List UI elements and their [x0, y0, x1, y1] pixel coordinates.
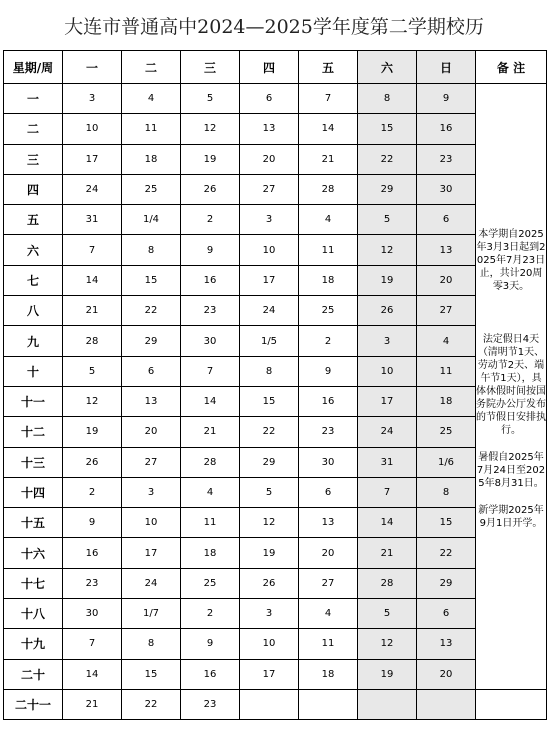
table-row [4, 174, 547, 204]
date-cell: 20 [299, 538, 358, 568]
date-cell: 21 [299, 144, 358, 174]
date-cell: 13 [299, 508, 358, 538]
date-cell: 5 [240, 477, 299, 507]
date-cell: 14 [358, 508, 417, 538]
date-cell: 8 [358, 84, 417, 114]
date-cell: 15 [122, 659, 181, 689]
date-cell: 26 [358, 296, 417, 326]
week-number: 十 [4, 356, 63, 386]
note-paragraph: 本学期自2025年3月3日起到2025年7月23日止，共计20周零3天。 [476, 229, 546, 293]
date-cell: 6 [122, 356, 181, 386]
date-cell: 10 [63, 114, 122, 144]
week-number: 八 [4, 296, 63, 326]
week-number: 十四 [4, 477, 63, 507]
week-number: 一 [4, 84, 63, 114]
date-cell: 28 [299, 174, 358, 204]
date-cell: 4 [122, 84, 181, 114]
date-cell: 5 [358, 205, 417, 235]
table-row [4, 477, 547, 507]
week-number: 十一 [4, 386, 63, 416]
table-row [4, 508, 547, 538]
date-cell: 2 [181, 205, 240, 235]
date-cell: 14 [63, 659, 122, 689]
week-number: 四 [4, 174, 63, 204]
date-cell: 3 [63, 84, 122, 114]
date-cell: 27 [299, 568, 358, 598]
note-paragraph: 暑假自2025年7月24日至2025年8月31日。 [476, 452, 546, 490]
week-number: 十二 [4, 417, 63, 447]
date-cell: 19 [181, 144, 240, 174]
date-cell: 21 [63, 689, 122, 719]
date-cell: 26 [63, 447, 122, 477]
date-cell: 20 [417, 265, 476, 295]
week-number: 二十一 [4, 689, 63, 719]
table-row [4, 538, 547, 568]
date-cell: 18 [181, 538, 240, 568]
date-cell: 17 [358, 386, 417, 416]
date-cell: 25 [299, 296, 358, 326]
date-cell: 28 [358, 568, 417, 598]
note-paragraph: 新学期2025年9月1日开学。 [478, 505, 544, 530]
date-cell: 4 [417, 326, 476, 356]
date-cell: 21 [358, 538, 417, 568]
date-cell: 20 [417, 659, 476, 689]
date-cell: 13 [417, 235, 476, 265]
date-cell: 4 [299, 205, 358, 235]
table-row [4, 205, 547, 235]
date-cell: 31 [63, 205, 122, 235]
date-cell: 30 [63, 599, 122, 629]
date-cell: 7 [181, 356, 240, 386]
date-cell: 25 [181, 568, 240, 598]
week-number: 十三 [4, 447, 63, 477]
date-cell: 15 [122, 265, 181, 295]
date-cell: 8 [122, 235, 181, 265]
table-row [4, 447, 547, 477]
week-number: 九 [4, 326, 63, 356]
date-cell: 20 [240, 144, 299, 174]
date-cell: 24 [240, 296, 299, 326]
header-day-wed: 三 [181, 51, 240, 84]
date-cell: 9 [417, 84, 476, 114]
date-cell: 24 [122, 568, 181, 598]
date-cell: 28 [181, 447, 240, 477]
date-cell: 17 [240, 265, 299, 295]
date-cell: 11 [417, 356, 476, 386]
date-cell: 22 [240, 417, 299, 447]
date-cell: 10 [240, 235, 299, 265]
date-cell: 1/4 [122, 205, 181, 235]
header-day-tue: 二 [122, 51, 181, 84]
date-cell: 12 [358, 235, 417, 265]
date-cell: 22 [358, 144, 417, 174]
date-cell: 12 [358, 629, 417, 659]
date-cell: 22 [417, 538, 476, 568]
date-cell: 31 [358, 447, 417, 477]
week-number: 二十 [4, 659, 63, 689]
date-cell: 2 [299, 326, 358, 356]
date-cell: 18 [417, 386, 476, 416]
date-cell: 16 [63, 538, 122, 568]
calendar-body [4, 84, 547, 720]
date-cell: 1/6 [417, 447, 476, 477]
date-cell: 2 [63, 477, 122, 507]
date-cell: 18 [299, 265, 358, 295]
date-cell [358, 689, 417, 719]
date-cell: 23 [181, 689, 240, 719]
week-number: 六 [4, 235, 63, 265]
date-cell: 6 [417, 205, 476, 235]
date-cell: 19 [358, 265, 417, 295]
date-cell: 24 [358, 417, 417, 447]
week-number: 七 [4, 265, 63, 295]
date-cell: 14 [299, 114, 358, 144]
date-cell: 6 [417, 599, 476, 629]
table-row [4, 265, 547, 295]
date-cell: 7 [358, 477, 417, 507]
date-cell: 10 [358, 356, 417, 386]
date-cell: 3 [122, 477, 181, 507]
date-cell: 10 [240, 629, 299, 659]
date-cell: 25 [417, 417, 476, 447]
date-cell: 30 [299, 447, 358, 477]
table-row [4, 659, 547, 689]
table-row [4, 84, 547, 114]
week-number: 二 [4, 114, 63, 144]
date-cell: 26 [240, 568, 299, 598]
date-cell: 29 [122, 326, 181, 356]
date-cell: 23 [181, 296, 240, 326]
table-row [4, 629, 547, 659]
date-cell: 13 [122, 386, 181, 416]
notes-cell [476, 84, 547, 690]
date-cell: 14 [63, 265, 122, 295]
table-row [4, 296, 547, 326]
header-day-sat: 六 [358, 51, 417, 84]
date-cell: 21 [181, 417, 240, 447]
date-cell: 22 [122, 296, 181, 326]
date-cell: 16 [417, 114, 476, 144]
date-cell: 7 [63, 235, 122, 265]
date-cell: 22 [122, 689, 181, 719]
date-cell: 15 [417, 508, 476, 538]
week-number: 五 [4, 205, 63, 235]
date-cell: 8 [417, 477, 476, 507]
date-cell: 29 [358, 174, 417, 204]
date-cell: 27 [240, 174, 299, 204]
table-row [4, 356, 547, 386]
date-cell: 12 [181, 114, 240, 144]
date-cell: 2 [181, 599, 240, 629]
header-day-fri: 五 [299, 51, 358, 84]
date-cell: 19 [240, 538, 299, 568]
date-cell: 3 [240, 205, 299, 235]
notes-cell-empty [476, 689, 547, 719]
date-cell: 4 [181, 477, 240, 507]
date-cell: 1/7 [122, 599, 181, 629]
table-row [4, 599, 547, 629]
date-cell: 4 [299, 599, 358, 629]
date-cell: 29 [417, 568, 476, 598]
date-cell: 3 [240, 599, 299, 629]
date-cell: 16 [299, 386, 358, 416]
table-row [4, 689, 547, 719]
date-cell: 5 [63, 356, 122, 386]
date-cell: 27 [122, 447, 181, 477]
page-title: 大连市普通高中2024—2025学年度第二学期校历 [64, 15, 484, 38]
date-cell: 11 [122, 114, 181, 144]
header-week-label: 星期/周 [4, 51, 63, 84]
date-cell: 20 [122, 417, 181, 447]
date-cell: 11 [299, 235, 358, 265]
table-row [4, 114, 547, 144]
date-cell: 17 [122, 538, 181, 568]
date-cell: 10 [122, 508, 181, 538]
date-cell: 14 [181, 386, 240, 416]
date-cell: 8 [122, 629, 181, 659]
table-row [4, 417, 547, 447]
date-cell: 23 [63, 568, 122, 598]
date-cell: 17 [240, 659, 299, 689]
date-cell: 3 [358, 326, 417, 356]
date-cell: 19 [358, 659, 417, 689]
date-cell: 18 [299, 659, 358, 689]
date-cell: 30 [181, 326, 240, 356]
table-row [4, 326, 547, 356]
week-number: 三 [4, 144, 63, 174]
header-row [4, 51, 547, 84]
header-day-thu: 四 [240, 51, 299, 84]
date-cell: 30 [417, 174, 476, 204]
date-cell: 17 [63, 144, 122, 174]
date-cell: 5 [358, 599, 417, 629]
date-cell [417, 689, 476, 719]
date-cell: 29 [240, 447, 299, 477]
date-cell: 24 [63, 174, 122, 204]
week-number: 十九 [4, 629, 63, 659]
header-day-mon: 一 [63, 51, 122, 84]
date-cell: 18 [122, 144, 181, 174]
date-cell: 6 [240, 84, 299, 114]
date-cell: 7 [299, 84, 358, 114]
date-cell: 19 [63, 417, 122, 447]
date-cell: 9 [299, 356, 358, 386]
date-cell [240, 689, 299, 719]
date-cell: 9 [181, 629, 240, 659]
note-paragraph: 法定假日4天（清明节1天、劳动节2天、端午节1天），具体休假时间按国务院办公厅发布的节假日安排执行。 [476, 334, 546, 437]
date-cell: 15 [358, 114, 417, 144]
week-number: 十七 [4, 568, 63, 598]
header-day-sun: 日 [417, 51, 476, 84]
table-row [4, 235, 547, 265]
date-cell: 25 [122, 174, 181, 204]
week-number: 十六 [4, 538, 63, 568]
date-cell: 7 [63, 629, 122, 659]
date-cell: 15 [240, 386, 299, 416]
date-cell: 11 [299, 629, 358, 659]
date-cell: 27 [417, 296, 476, 326]
table-row [4, 386, 547, 416]
date-cell: 9 [181, 235, 240, 265]
table-row [4, 144, 547, 174]
date-cell: 21 [63, 296, 122, 326]
week-number: 十八 [4, 599, 63, 629]
date-cell: 1/5 [240, 326, 299, 356]
table-row [4, 568, 547, 598]
date-cell: 16 [181, 265, 240, 295]
date-cell: 6 [299, 477, 358, 507]
date-cell: 28 [63, 326, 122, 356]
date-cell: 12 [63, 386, 122, 416]
date-cell: 9 [63, 508, 122, 538]
date-cell: 5 [181, 84, 240, 114]
date-cell: 26 [181, 174, 240, 204]
date-cell: 23 [299, 417, 358, 447]
school-calendar-table [3, 50, 547, 720]
date-cell: 16 [181, 659, 240, 689]
date-cell: 13 [417, 629, 476, 659]
date-cell: 23 [417, 144, 476, 174]
date-cell: 12 [240, 508, 299, 538]
date-cell: 8 [240, 356, 299, 386]
date-cell: 13 [240, 114, 299, 144]
week-number: 十五 [4, 508, 63, 538]
date-cell: 11 [181, 508, 240, 538]
header-notes: 备 注 [476, 51, 547, 84]
date-cell [299, 689, 358, 719]
